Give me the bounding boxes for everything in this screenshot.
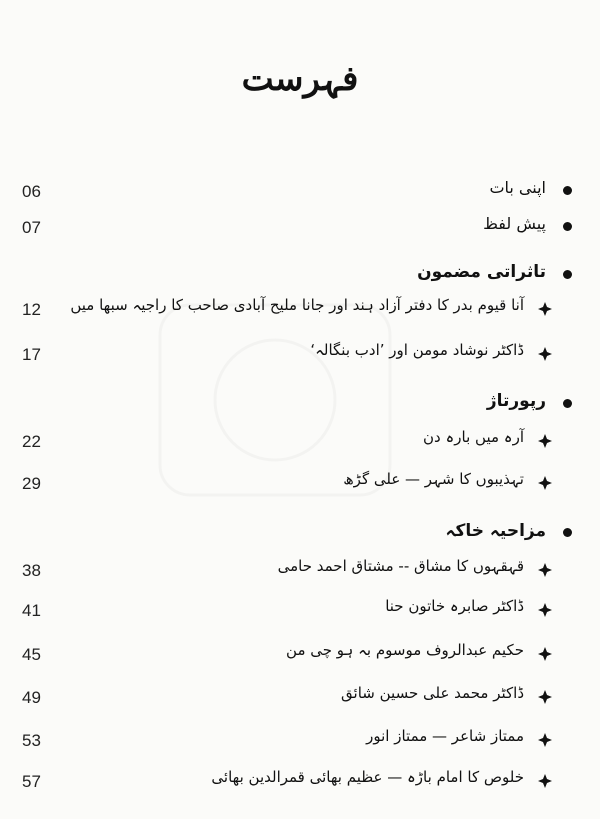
page-number: 22 [22, 432, 41, 451]
page-number: 38 [22, 561, 41, 580]
bullet-icon [563, 222, 572, 231]
toc-entry[interactable] [0, 296, 600, 326]
toc-entry[interactable] [0, 341, 600, 371]
page-title: فہرست [241, 59, 359, 99]
toc-section-heading [0, 391, 600, 421]
page-number: 57 [22, 772, 41, 791]
entry-label: تہذیبوں کا شہر — علی گڑھ [343, 470, 524, 488]
page-number: 06 [22, 182, 41, 201]
toc-entry[interactable] [0, 768, 600, 798]
toc-entry[interactable] [0, 727, 600, 757]
bullet-icon [563, 270, 572, 279]
toc-entry[interactable] [0, 641, 600, 671]
diamond-bullet-icon [538, 434, 552, 448]
section-heading-label: مزاحیہ خاکہ [445, 521, 546, 541]
diamond-bullet-icon [538, 302, 552, 316]
diamond-bullet-icon [538, 563, 552, 577]
toc-section-heading [0, 262, 600, 292]
entry-label: خلوص کا امام باڑہ — عظیم بھائی قمرالدین بھائی [211, 768, 524, 786]
toc-entry[interactable] [0, 178, 600, 208]
entry-label: اپنی بات [489, 178, 546, 197]
entry-label: ڈاکٹر محمد علی حسین شائق [341, 684, 524, 702]
entry-label: ممتاز شاعر — ممتاز انور [366, 727, 524, 745]
entry-label: ڈاکٹر صابرہ خاتون حنا [385, 597, 524, 615]
diamond-bullet-icon [538, 476, 552, 490]
toc-entry[interactable] [0, 470, 600, 500]
toc-entry[interactable] [0, 428, 600, 458]
page-number: 12 [22, 300, 41, 319]
bullet-icon [563, 399, 572, 408]
bullet-icon [563, 528, 572, 537]
page-number: 49 [22, 688, 41, 707]
page-number: 45 [22, 645, 41, 664]
diamond-bullet-icon [538, 347, 552, 361]
toc-section-heading [0, 520, 600, 550]
diamond-bullet-icon [538, 690, 552, 704]
page-number: 29 [22, 474, 41, 493]
page-number: 07 [22, 218, 41, 237]
toc-entry[interactable] [0, 684, 600, 714]
section-heading-label: تاثراتی مضمون [417, 262, 546, 282]
page-number: 53 [22, 731, 41, 750]
diamond-bullet-icon [538, 733, 552, 747]
entry-label: ڈاکٹر نوشاد مومن اور ’ادب بنگالہ‘ [310, 341, 524, 359]
diamond-bullet-icon [538, 647, 552, 661]
entry-label: قہقہوں کا مشاق -- مشتاق احمد حامی [277, 557, 524, 575]
page-number: 17 [22, 345, 41, 364]
entry-label: پیش لفظ [483, 214, 546, 233]
section-heading-label: رپورتاژ [486, 391, 546, 411]
entry-label: آنا قیوم بدر کا دفتر آزاد ہند اور جانا ملیح آبادی صاحب کا راجیہ سبھا میں [70, 296, 524, 314]
diamond-bullet-icon [538, 774, 552, 788]
toc-entry[interactable] [0, 214, 600, 244]
page-number: 41 [22, 601, 41, 620]
toc-entry[interactable] [0, 557, 600, 587]
diamond-bullet-icon [538, 603, 552, 617]
entry-label: حکیم عبدالروف موسوم بہ ہو چی من [286, 641, 524, 659]
entry-label: آرہ میں بارہ دن [423, 428, 524, 446]
toc-entry[interactable] [0, 597, 600, 627]
bullet-icon [563, 186, 572, 195]
